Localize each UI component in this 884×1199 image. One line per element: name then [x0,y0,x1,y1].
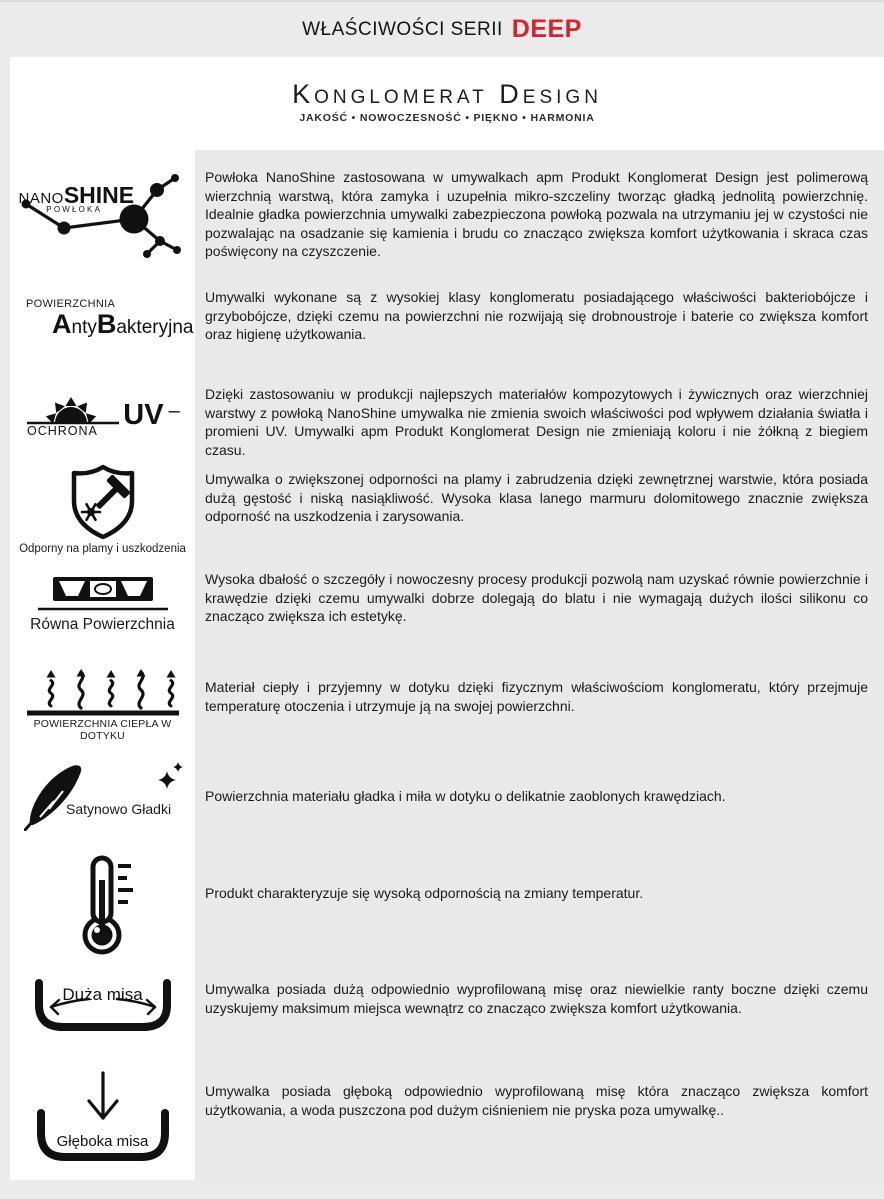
feature-description: Powierzchnia materiału gładka i miła w dotyku o delikatnie zaoblonych krawędziach. [205,788,726,804]
brand-logo [10,57,884,150]
feature-description: Dzięki zastosowaniu w produkcji najlepszych materiałów kompozytowych i żywicznych oraz wierzchniej warstwy z powłoką NanoShine umywalka nie zmienia swoich właściwości pod wpływem działania światła i promieni UV. Umywalki apm Produkt Konglomerat Design nie zmieniają koloru i nie żółkną z biegiem czasu. [205,386,868,458]
shine-text: SHINE [63,182,135,208]
uv-text: UV [123,398,164,431]
feature-description: Umywalka o zwiększonej odporności na plamy i zabrudzenia dzięki zewnętrznej warstwie, która posiada dużą gęstość i niską nasiąkliwość. Wysoka klasa lanego marmuru dolomitowego znacznie zwiększa odporność na uszkodzenia i zarysowania. [205,471,868,524]
brand-tagline: JAKOŚĆ • NOWOCZESNOŚĆ • PIĘKNO • HARMONIA [299,112,595,124]
ab-letter-a: A [52,309,72,339]
content-card [10,57,884,1180]
sparkle-icon [155,761,185,793]
feature-row-nanoshine [10,150,884,280]
heat-waves-icon [23,668,183,716]
feature-description: Umywalki wykonane są z wysokiej klasy konglomeratu posiadającego właściwości bakteriobójcze i grzybobójcze, dzięki czemu na powierzchni nie rozwijają się drobnoustroje i baterie co zwiększa komfort oraz higienę użytkowania. [205,289,868,342]
powierzchnia-text: POWIERZCHNIA [26,298,116,310]
deep-basin-icon [33,1071,173,1165]
nanoshine-logo [17,164,189,266]
feature-row-duza-misa [10,965,884,1065]
uv-dash: – [168,399,180,422]
feature-row-gleboka-misa [10,1065,884,1180]
uv-protection-icon [10,384,195,446]
feature-row-antybakteryjna [10,280,884,370]
feature-label: POWIERZCHNIA CIEPŁA W DOTYKU [33,718,172,742]
feature-description: Powłoka NanoShine zastosowana w umywalkach apm Produkt Konglomerat Design jest polimerową wierzchnią warstwą, która zamyka i uzupełnia mikro-szczeliny tworząc gładką jednolitą powierzchnię. Idealnie gładka powierzchnia umywalki zabezpieczona powłoką pozwala na utrzymaniu jej w czystości nie pozwalając na osadzanie się kamienia i brudu co znacząco zwiększa komfort użytkowania i skraca czas poświęcony na czyszczenie. [205,169,868,259]
powloka-text: POWŁOKA [46,205,103,214]
feature-row-odpornosc [10,460,884,555]
feature-description: Wysoka dbałość o szczegóły i nowoczesny procesy produkcji pozwolą nam uzyskać równie powierzchnie i krawędzie dzięki czemu umywalki dobrze dolegają do blatu i nie wymagają dużych ilości silikonu co znacząco zwiększa ich estetykę. [205,571,868,624]
antibacterial-wordmark: POWIERZCHNIA AntyBakteryjna [26,298,194,339]
ab-letter-b: B [96,309,117,339]
feature-label: Satynowo Gładki [66,801,172,817]
feature-description: Produkt charakteryzuje się wysoką odpornością na zmiany temperatur. [205,885,644,901]
feature-description: Umywalka posiada dużą odpowiednio wyprofilowaną misę oraz niewielkie ranty boczne dzięki czemu uzyskujemy maksimum miejsca wewnątrz co znacząco zwiększa komfort użytkowania. [205,981,868,1016]
feature-row-satynowo-gladki [10,755,884,845]
spirit-level-icon [28,573,178,613]
feather-icon [24,761,86,831]
feature-label: Głęboka misa [56,1133,149,1150]
shield-hammer-icon [57,463,149,541]
feature-description: Umywalka posiada głęboką odpowiednio wyprofilowaną misę która znacząco zwiększa komfort użytkowania, a woda puszczona pod dużym ciśnieniem nie pryska poza umywalkę.. [205,1083,868,1118]
nano-text: NANO [18,190,64,207]
feature-row-uv [10,370,884,460]
molecule-icon [17,164,189,266]
feature-row-ciepla-w-dotyku [10,660,884,755]
feature-label: Duża misa [62,985,143,1004]
series-name: DEEP [511,15,582,43]
feature-label: Równa Powierzchnia [30,616,175,633]
feature-description: Materiał ciepły i przyjemny w dotyku dzięki fizycznym właściwościom konglomeratu, który przejmuje temperaturę otoczenia i utrzymuje ją na swojej powierzchni. [205,679,868,714]
feature-label: Odporny na plamy i uszkodzenia [19,543,186,555]
feature-row-temperatura [10,845,884,965]
thermometer-icon [61,852,145,960]
nanoshine-wordmark [19,182,135,214]
ochrona-text: OCHRONA [27,424,98,438]
page-header [0,0,884,57]
feature-row-rowna-powierzchnia [10,555,884,660]
brand-name: Konglomerat Design [292,79,602,109]
page-title: WŁAŚCIWOŚCI SERII [302,18,503,40]
page-footer [0,1180,884,1199]
